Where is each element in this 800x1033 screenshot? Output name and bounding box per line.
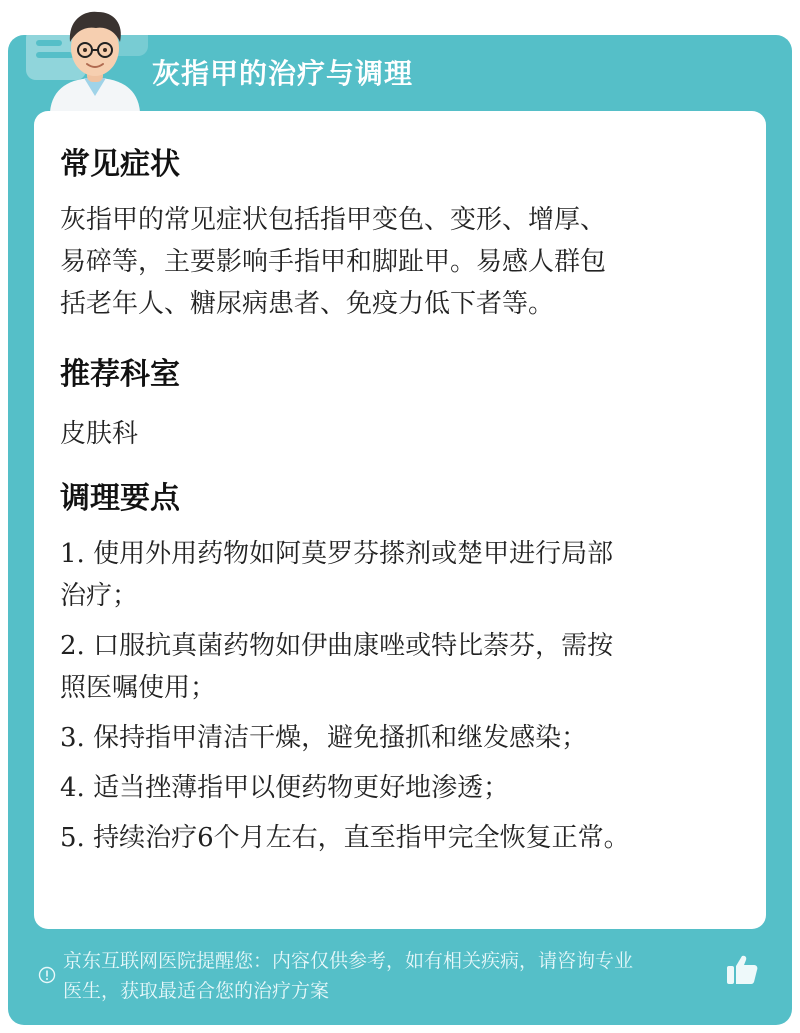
tip-number: 3. bbox=[60, 723, 85, 753]
tip-number: 1. bbox=[60, 539, 85, 569]
tip-text: 适当挫薄指甲以便药物更好地渗透； bbox=[93, 773, 510, 803]
tip-text: 照医嘱使用； bbox=[60, 673, 217, 703]
symptoms-line: 易碎等，主要影响手指甲和脚趾甲。易感人群包 bbox=[60, 247, 607, 277]
symptoms-text bbox=[60, 199, 730, 325]
list-item bbox=[60, 817, 730, 859]
tip-text: 使用外用药物如阿莫罗芬搽剂或楚甲进行局部 bbox=[93, 539, 614, 569]
list-item bbox=[60, 625, 730, 709]
tip-number: 4. bbox=[60, 773, 85, 803]
tip-text: 保持指甲清洁干燥，避免搔抓和继发感染； bbox=[93, 723, 588, 753]
section-title-department: 推荐科室 bbox=[60, 357, 180, 392]
symptoms-line: 括老年人、糖尿病患者、免疫力低下者等。 bbox=[60, 289, 555, 319]
tip-text: 治疗； bbox=[60, 581, 139, 611]
tip-text: 个月左右，直至指甲完全恢复正常。 bbox=[213, 823, 630, 853]
tip-number: 2. bbox=[60, 631, 85, 661]
footer-line: 医生，获取最适合您的治疗方案 bbox=[63, 980, 330, 1002]
care-tips-list bbox=[60, 533, 730, 859]
tip-text: 持续治疗 bbox=[93, 823, 198, 853]
section-title-symptoms: 常见症状 bbox=[60, 147, 180, 182]
doctor-avatar bbox=[40, 4, 150, 112]
list-item bbox=[60, 717, 730, 759]
content-card bbox=[34, 111, 766, 929]
section-title-care: 调理要点 bbox=[60, 481, 180, 516]
info-icon bbox=[38, 966, 56, 984]
tip-inline-number: 6 bbox=[197, 823, 214, 853]
symptoms-line: 灰指甲的常见症状包括指甲变色、变形、增厚、 bbox=[60, 205, 607, 235]
footer-disclaimer bbox=[63, 946, 733, 1006]
tip-text: 口服抗真菌药物如伊曲康唑或特比萘芬，需按 bbox=[93, 631, 614, 661]
list-item bbox=[60, 533, 730, 617]
thumbs-up-icon[interactable] bbox=[724, 952, 760, 988]
tip-number: 5. bbox=[60, 823, 85, 853]
list-item bbox=[60, 767, 730, 809]
footer-line: 京东互联网医院提醒您：内容仅供参考，如有相关疾病，请咨询专业 bbox=[63, 950, 634, 972]
page-title: 灰指甲的治疗与调理 bbox=[152, 57, 414, 90]
department-value: 皮肤科 bbox=[60, 419, 139, 449]
